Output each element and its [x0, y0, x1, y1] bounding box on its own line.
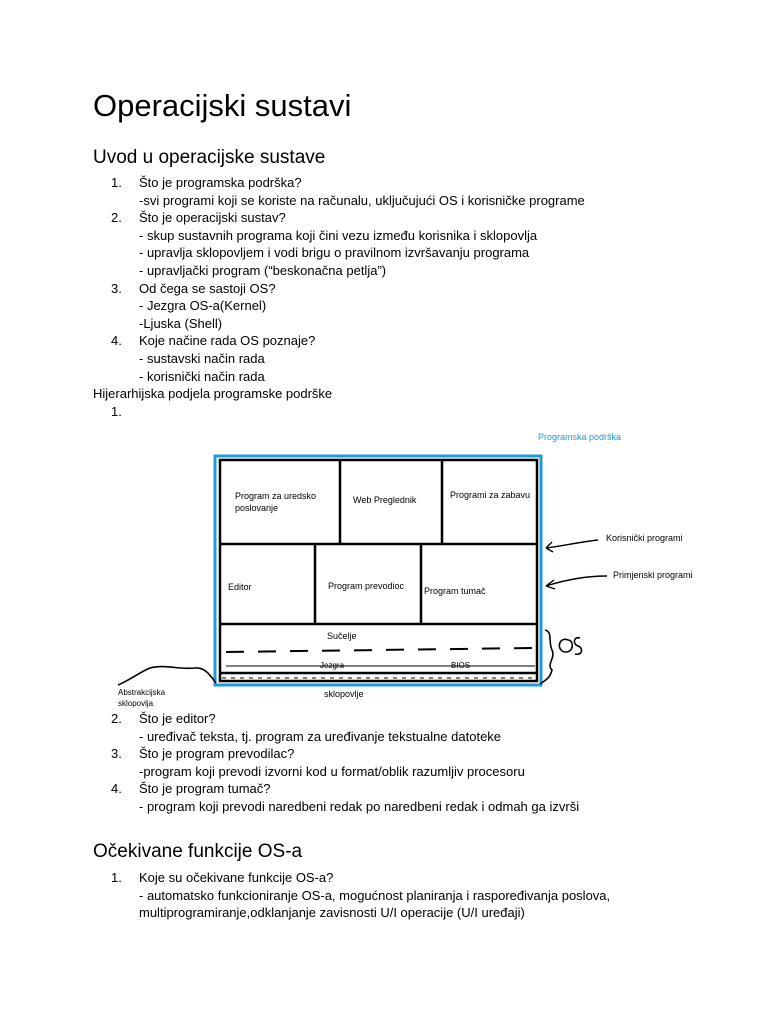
os-mark-icon [559, 638, 581, 655]
label-bios: BIOS [451, 661, 471, 670]
answer-text: -program koji prevodi izvorni kod u format/oblik razumljiv procesoru [139, 763, 525, 779]
answer-text: - sustavski način rada [139, 350, 265, 366]
answer-text: - automatsko funkcioniranje OS-a, mogućnost planiranja i raspoređivanja poslova, [139, 887, 611, 903]
label-sucelje: Sučelje [327, 631, 357, 641]
item-number: 1. [111, 870, 122, 885]
question-text: Što je editor? [139, 711, 216, 726]
arrow-korisnicki [546, 540, 598, 548]
list-item [93, 869, 733, 887]
section-heading-funkcije: Očekivane funkcije OS-a [93, 841, 303, 862]
answer-text: -Ljuska (Shell) [139, 315, 223, 331]
hierarchy-heading: Hijerarhijska podjela programske podrške [93, 386, 333, 402]
item-number: 3. [111, 746, 122, 762]
item-number: 2. [111, 711, 122, 726]
label-jezgra: Jezgra [320, 661, 345, 670]
cell-zabava: Programi za zabavu [450, 490, 531, 500]
cell-web-preglednik: Web Preglednik [353, 495, 417, 505]
item-number: 4. [111, 781, 122, 797]
cell-editor: Editor [228, 582, 252, 592]
arrow-primjenski [546, 576, 607, 586]
question-text: Što je programska podrška? [139, 175, 302, 190]
answer-text: - korisnički način rada [139, 368, 265, 384]
answer-text: - upravlja sklopovljem i vodi brigu o pravilnom izvršavanju programa [139, 245, 530, 261]
item-number: 1. [111, 403, 122, 419]
question-text: Od čega se sastoji OS? [139, 280, 276, 296]
label-programska-podrska: Programska podrška [538, 432, 622, 442]
list-item [93, 710, 733, 728]
question-text: Koje načine rada OS poznaje? [139, 333, 316, 349]
answer-text: - program koji prevodi naredbeni redak po naredbeni redak i odmah ga izvrši [139, 798, 580, 814]
answer-text: - skup sustavnih programa koji čini vezu između korisnika i sklopovlja [139, 227, 538, 243]
page-title: Operacijski sustavi [93, 88, 352, 123]
dashed-separator [226, 648, 532, 652]
cell-tumac: Program tumač [424, 586, 486, 596]
answer-text: - uređivač teksta, tj. program za uređivanje tekstualne datoteke [139, 728, 502, 744]
question-list-functions [93, 869, 733, 922]
label-primjenski-programi: Primjenski programi [613, 570, 693, 580]
item-number: 3. [111, 280, 122, 296]
answer-text: -svi programi koji se koriste na računalu, uključujući OS i korisničke programe [139, 192, 585, 208]
answer-text: multiprogramiranje,odklanjanje zavisnosti U/I operacije (U/I uređaji) [139, 905, 525, 921]
question-list-continued [93, 710, 733, 816]
section-heading-uvod: Uvod u operacijske sustave [93, 147, 326, 168]
question-text: Koje su očekivane funkcije OS-a? [139, 870, 334, 885]
list-item [93, 745, 733, 763]
cell-prevodioc: Program prevodioc [328, 581, 405, 591]
question-text: Što je program prevodilac? [139, 746, 295, 762]
label-abstrakcijska: Abstrakcijska sklopovlja [118, 688, 166, 708]
answer-text: - Jezgra OS-a(Kernel) [139, 298, 267, 314]
answer-text: - upravljački program (“beskonačna petlja”) [139, 262, 387, 278]
question-text: Što je program tumač? [139, 781, 271, 797]
item-number: 1. [111, 175, 122, 190]
label-sklopovlje: sklopovlje [324, 689, 364, 699]
label-korisnicki-programi: Korisnički programi [606, 533, 683, 543]
cell-uredsko: Program za uredsko poslovanje [235, 491, 317, 513]
abstraction-curve [118, 667, 216, 685]
question-text: Što je operacijski sustav? [139, 210, 286, 226]
list-item [93, 780, 733, 798]
item-number: 4. [111, 333, 122, 349]
item-number: 2. [111, 210, 122, 226]
